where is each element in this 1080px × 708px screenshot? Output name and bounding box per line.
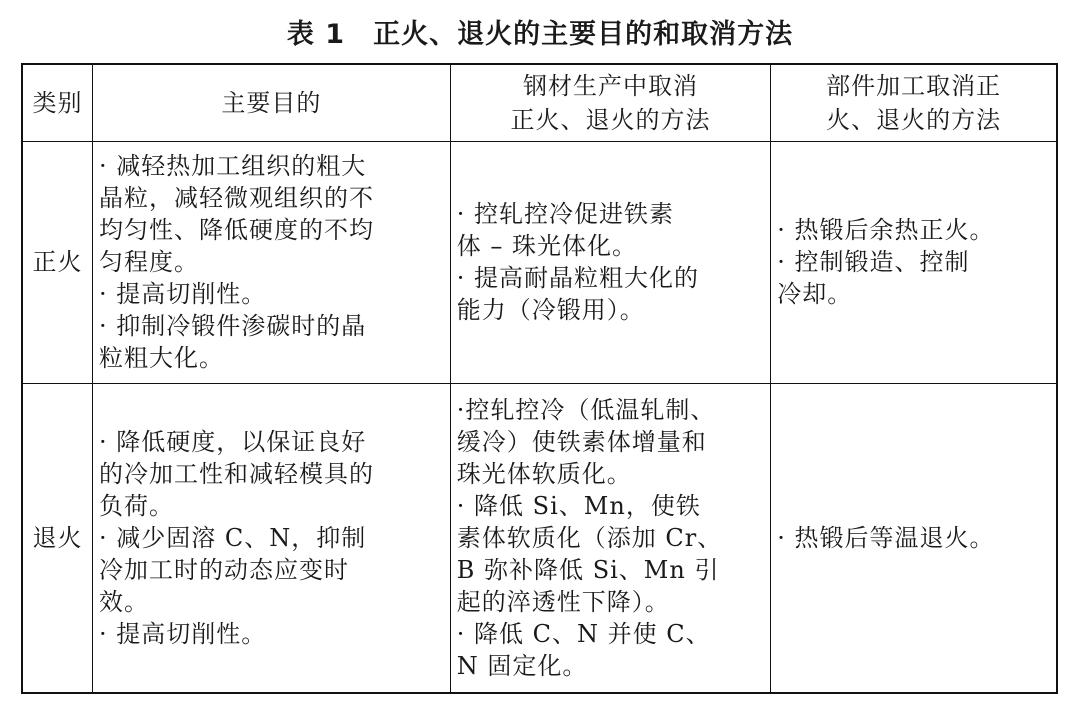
steel-method-line: · 降低 Si、Mn，使铁 — [456, 491, 701, 520]
purpose-line: · 减轻热加工组织的粗大 — [99, 152, 367, 180]
part-method-cell — [771, 383, 1057, 693]
steel-method-line: · 提高耐晶粒粗大化的 — [456, 264, 700, 292]
table-row-annealing — [22, 383, 1057, 693]
category-cell — [22, 383, 93, 693]
purpose-line: · 提高切削性。 — [99, 619, 267, 648]
purpose-line: · 减少固溶 C、N，抑制 — [99, 523, 367, 552]
part-method-line: · 热锻后余热正火。 — [777, 216, 995, 244]
header-category — [22, 64, 93, 141]
category-cell — [22, 141, 93, 383]
category-label: 正火 — [32, 248, 83, 276]
part-method-line: · 控制锻造、控制 — [777, 248, 970, 276]
steel-method-line: ·控轧控冷（低温轧制、 — [456, 395, 716, 424]
purpose-line: 均匀性、降低硬度的不均 — [99, 216, 375, 244]
header-part-method — [771, 64, 1057, 141]
header-steel-line2: 正火、退火的方法 — [510, 105, 711, 134]
steel-method-line: · 控轧控冷促进铁素 — [456, 200, 675, 228]
header-part-line2: 火、退火的方法 — [826, 105, 1002, 134]
header-part-line1: 部件加工取消正 — [826, 71, 1002, 100]
purpose-line: 负荷。 — [99, 491, 175, 520]
purpose-line: 晶粒，减轻微观组织的不 — [99, 184, 375, 212]
steel-method-cell — [450, 141, 770, 383]
steel-method-line: B 弥补降低 Si、Mn 引 — [456, 555, 720, 584]
steel-method-line: · 降低 C、N 并使 C、 — [456, 619, 711, 648]
steel-method-line: 体 – 珠光体化。 — [456, 232, 638, 260]
part-method-cell — [771, 141, 1057, 383]
part-method-line: · 热锻后等温退火。 — [777, 523, 995, 552]
steel-method-line: N 固定化。 — [456, 651, 588, 680]
steel-method-line: 珠光体软质化。 — [456, 459, 632, 488]
comparison-table — [21, 63, 1058, 694]
table-row-normalizing — [22, 141, 1057, 383]
table-title: 表 1 正火、退火的主要目的和取消方法 — [286, 18, 794, 50]
purpose-cell — [93, 383, 451, 693]
steel-method-cell — [450, 383, 770, 693]
purpose-line: 效。 — [99, 587, 150, 616]
purpose-line: · 降低硬度，以保证良好 — [99, 427, 367, 456]
purpose-line: · 抑制冷锻件渗碳时的晶 — [99, 312, 367, 340]
steel-method-line: 能力（冷锻用）。 — [456, 296, 645, 324]
header-category-label: 类别 — [32, 88, 83, 117]
steel-method-line: 起的淬透性下降）。 — [456, 587, 670, 616]
header-purpose — [93, 64, 451, 141]
header-row — [22, 64, 1057, 141]
steel-method-line: 缓冷）使铁素体增量和 — [456, 427, 707, 456]
header-purpose-label: 主要目的 — [221, 88, 322, 117]
steel-method-line: 素体软质化（添加 Cr、 — [456, 523, 723, 552]
purpose-cell — [93, 141, 451, 383]
purpose-line: 匀程度。 — [99, 248, 200, 276]
category-label: 退火 — [32, 523, 83, 552]
purpose-line: · 提高切削性。 — [99, 280, 267, 308]
part-method-line: 冷却。 — [777, 280, 853, 308]
header-steel-line1: 钢材生产中取消 — [523, 71, 699, 100]
purpose-line: 粒粗大化。 — [99, 344, 225, 372]
purpose-line: 冷加工时的动态应变时 — [99, 555, 350, 584]
purpose-line: 的冷加工性和减轻模具的 — [99, 459, 375, 488]
header-steel-method — [450, 64, 770, 141]
